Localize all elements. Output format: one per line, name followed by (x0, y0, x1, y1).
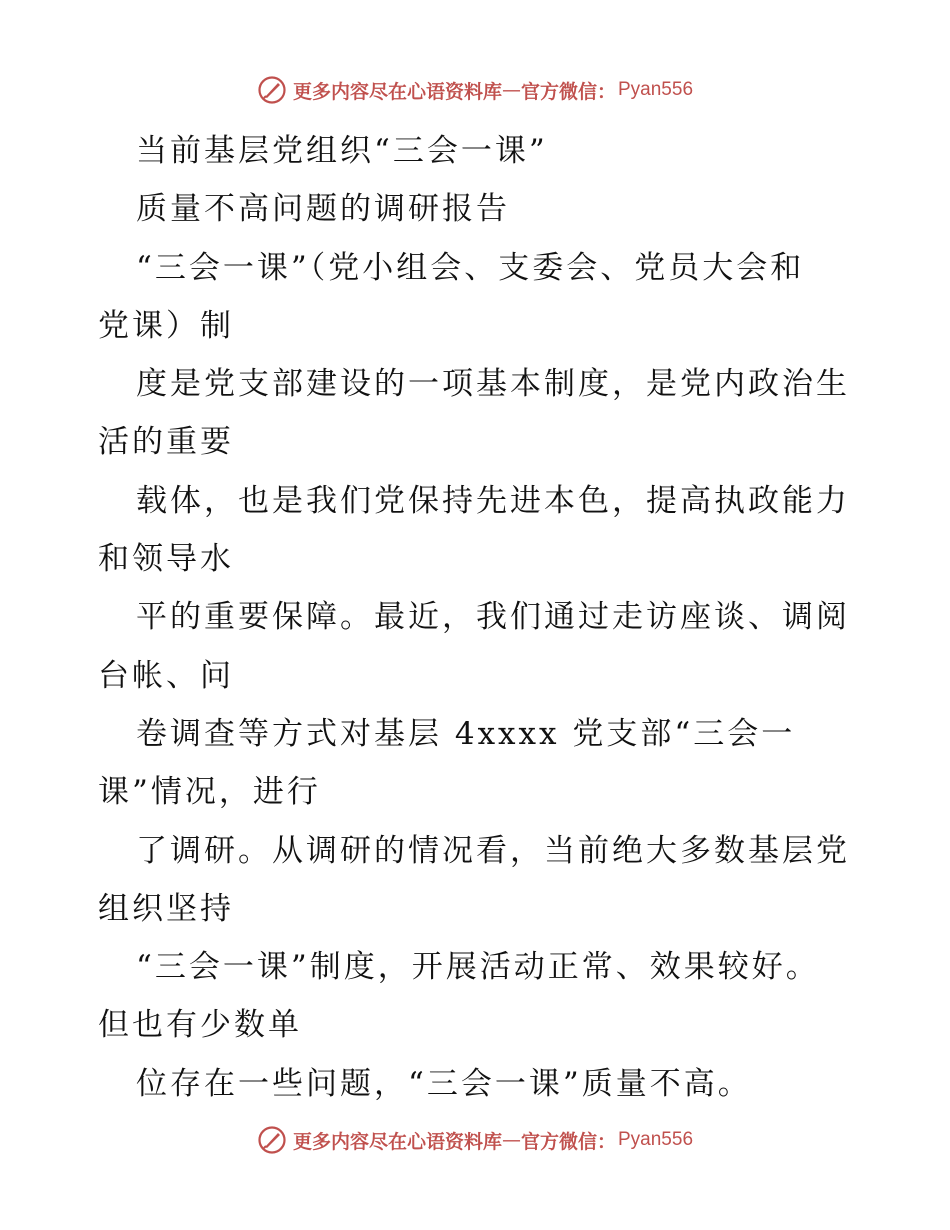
watermark-account-label: 官方微信： (520, 1130, 616, 1153)
doc-line: “三会一课”（党小组会、支委会、党员大会和 (136, 249, 805, 286)
doc-line: 课”情况，进行 (98, 774, 321, 811)
doc-line: 载体，也是我们党保持先进本色，提高执政能力 (136, 482, 850, 519)
footer-watermark (0, 1120, 950, 1160)
header-watermark (0, 70, 950, 110)
doc-line: 党课）制 (98, 307, 234, 344)
doc-line: 和领导水 (98, 541, 234, 578)
quill-logo-icon (257, 1125, 287, 1155)
doc-line: 平的重要保障。最近，我们通过走访座谈、调阅 (136, 599, 850, 636)
doc-line: 卷调查等方式对基层 4xxxx 党支部“三会一 (136, 715, 796, 752)
watermark-brand: 更多内容尽在心语资料库 (292, 80, 502, 103)
document-body (98, 122, 858, 1113)
doc-line: 活的重要 (98, 424, 234, 461)
doc-line: 组织坚持 (98, 890, 234, 927)
doc-line: 位存在一些问题，“三会一课”质量不高。 (136, 1065, 752, 1102)
doc-line: 了调研。从调研的情况看，当前绝大多数基层党 (136, 832, 850, 869)
doc-title-line-2: 质量不高问题的调研报告 (136, 191, 510, 228)
watermark-separator: — (501, 1129, 521, 1151)
watermark-separator: — (501, 79, 521, 101)
watermark-account-id: Pyan556 (618, 1129, 694, 1150)
doc-line: 台帐、问 (98, 657, 234, 694)
doc-title-line-1: 当前基层党组织“三会一课” (136, 133, 548, 169)
doc-line: 但也有少数单 (98, 1007, 302, 1044)
watermark-brand: 更多内容尽在心语资料库 (292, 1130, 502, 1153)
doc-line: 度是党支部建设的一项基本制度，是党内政治生 (136, 366, 850, 403)
watermark-account-label: 官方微信： (520, 80, 616, 103)
watermark-account-id: Pyan556 (618, 79, 694, 100)
quill-logo-icon (257, 75, 287, 105)
doc-line: “三会一课”制度，开展活动正常、效果较好。 (136, 949, 820, 986)
